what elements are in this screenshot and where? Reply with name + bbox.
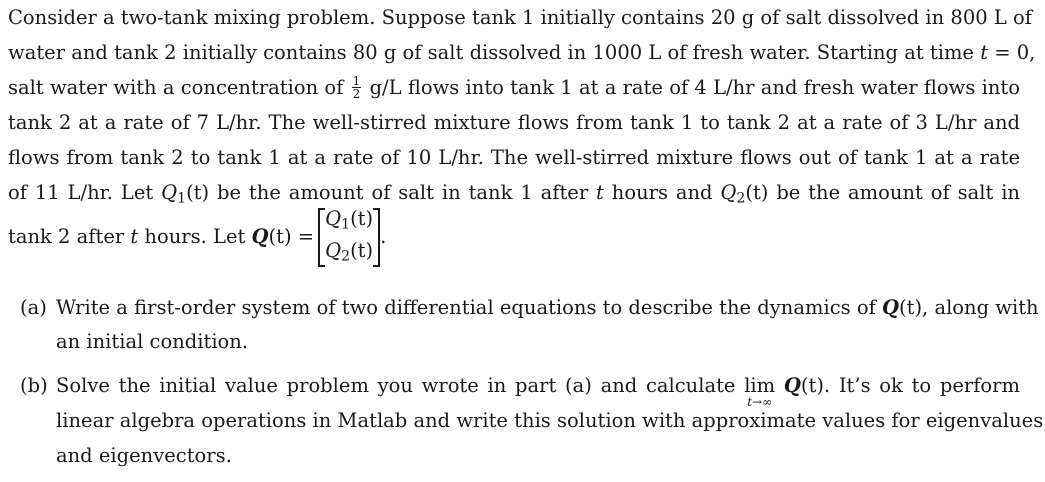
matrix-row-2 (325, 238, 373, 270)
math-var: t (596, 181, 604, 204)
text: (t). It’s ok to perform (800, 374, 1020, 397)
limit-subscript: t→∞ (747, 395, 773, 409)
text: Solve the initial value problem you wrote in part (a) and calculate (56, 374, 745, 397)
math-var: t (130, 225, 139, 248)
math-var: Q (325, 238, 342, 262)
text: tank 2 after (8, 225, 131, 248)
text: (t), along with (899, 296, 1039, 319)
text: salt water with a concentration of (8, 76, 350, 99)
math-arg: (t) (745, 181, 769, 204)
problem-line-5 (8, 146, 1020, 170)
part-b-line-3 (56, 444, 1020, 468)
column-vector (318, 206, 380, 269)
problem-line-7 (8, 206, 1020, 269)
text: . (380, 225, 387, 248)
part-a-label: (a) (20, 296, 47, 319)
math-var: Q (325, 207, 342, 230)
math-var: t (980, 41, 989, 64)
math-var: Q (161, 181, 178, 204)
math-var: Q (720, 181, 737, 204)
part-b-label: (b) (20, 374, 48, 397)
text: and eigenvectors. (56, 444, 232, 467)
fraction-one-half (352, 75, 362, 100)
matrix-row-1 (325, 206, 373, 238)
math-subscript: 1 (177, 190, 187, 207)
math-arg: (t) (350, 238, 374, 262)
math-vector-Q: Q (882, 296, 899, 319)
math-arg: (t) (186, 181, 210, 204)
text: of 11 L/hr. Let (8, 181, 162, 204)
text: water and tank 2 initially contains 80 g of salt dissolved in 1000 L of fresh water. Starting at time (8, 41, 981, 64)
text: hours. Let (138, 225, 252, 248)
fraction-denominator: 2 (352, 87, 361, 101)
math-vector-Q: Q (783, 374, 801, 397)
fraction-numerator: 1 (352, 74, 361, 88)
part-b-line-1 (56, 374, 1020, 409)
math-subscript: 2 (341, 248, 351, 264)
text: tank 2 at a rate of 7 L/hr. The well-stirred mixture flows from tank 1 to tank 2 at a rate of 3 L/hr and (8, 111, 1020, 134)
problem-line-3 (8, 76, 1020, 101)
limit-word: lim (744, 374, 776, 397)
math-subscript: 1 (341, 216, 351, 233)
math-subscript: 2 (736, 190, 746, 207)
text: linear algebra operations in Matlab and write this solution with approximate values for eigenvalues (56, 409, 1044, 432)
math-arg: (t) = (268, 225, 315, 248)
text: Write a first-order system of two differential equations to describe the dynamics of (56, 296, 882, 319)
part-a-line-2 (56, 330, 1020, 354)
math-arg: (t) (350, 207, 374, 230)
text: an initial condition. (56, 330, 249, 353)
text: Consider a two-tank mixing problem. Suppose tank 1 initially contains 20 g of salt dissolved in 800 L of (8, 6, 1032, 29)
math-vector-Q: Q (251, 225, 269, 248)
limit-operator (744, 374, 776, 409)
text: be the amount of salt in tank 1 after (209, 181, 597, 204)
text: = 0, (988, 41, 1036, 64)
text: hours and (603, 181, 721, 204)
part-b-line-2 (56, 409, 1044, 433)
text: be the amount of salt in (768, 181, 1020, 204)
problem-line-2 (8, 41, 1036, 65)
problem-line-4 (8, 111, 1020, 135)
text: g/L flows into tank 1 at a rate of 4 L/hr and fresh water flows into (363, 76, 1020, 99)
part-a-line-1 (56, 296, 1039, 320)
problem-line-1 (8, 6, 1032, 30)
text: flows from tank 2 to tank 1 at a rate of 10 L/hr. The well-stirred mixture flows out of tank 1 at a rate (8, 146, 1020, 169)
